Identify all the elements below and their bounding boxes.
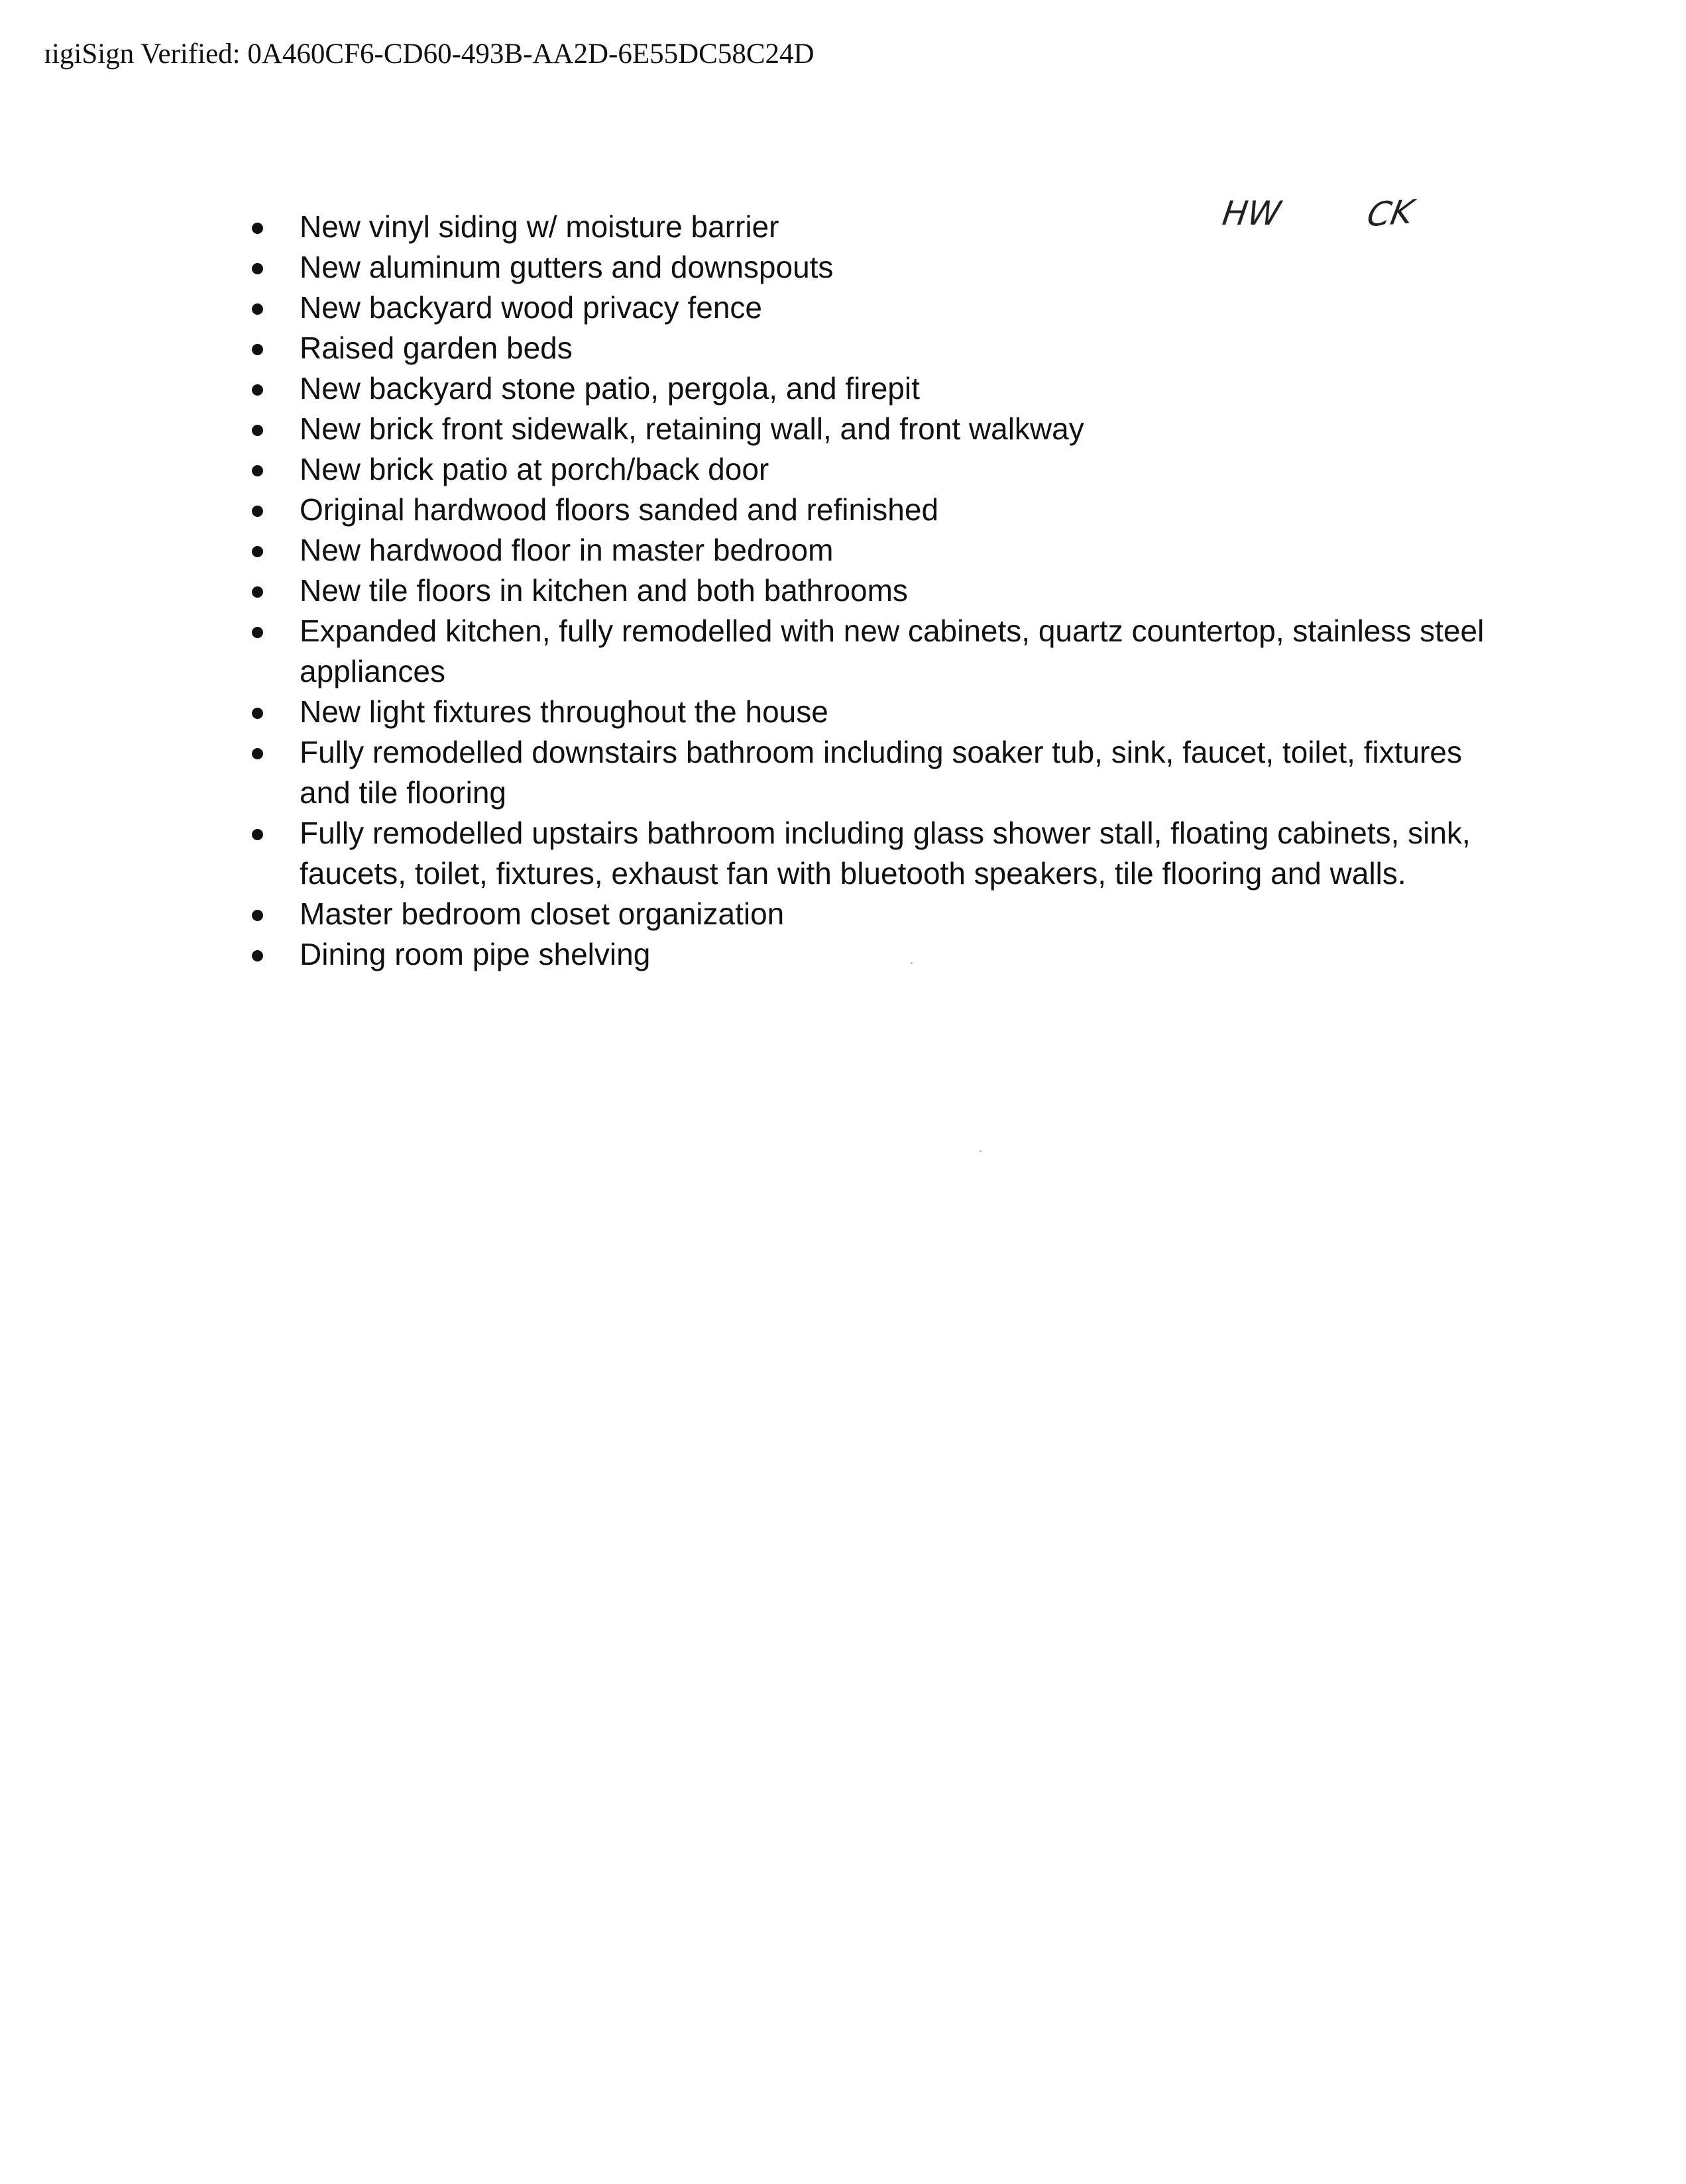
list-item	[252, 611, 1511, 692]
list-item-text: Fully remodelled upstairs bathroom including glass shower stall, floating cabinets, sink, faucets, toilet, fixtures, exhaust fan with bluetooth speakers, tile flooring and walls.	[300, 816, 1471, 891]
handwritten-initials-ck: CK	[1364, 192, 1417, 235]
list-item	[252, 571, 1511, 611]
bullet-icon	[252, 263, 263, 274]
bullet-icon	[252, 465, 263, 476]
list-item-text: Fully remodelled downstairs bathroom including soaker tub, sink, faucet, toilet, fixtures and tile flooring	[300, 735, 1462, 810]
list-item	[252, 894, 1511, 934]
list-item	[252, 530, 1511, 571]
bullet-icon	[252, 748, 263, 759]
bullet-icon	[252, 384, 263, 396]
list-item-text: New brick front sidewalk, retaining wall, and front walkway	[300, 411, 1084, 446]
bullet-icon	[252, 223, 263, 234]
bullet-icon	[252, 627, 263, 638]
bullet-icon	[252, 303, 263, 315]
list-item-text: Master bedroom closet organization	[300, 897, 785, 931]
list-item	[252, 368, 1511, 409]
list-item-text: Dining room pipe shelving	[300, 937, 651, 971]
list-item	[252, 490, 1511, 530]
list-item-text: New backyard wood privacy fence	[300, 290, 762, 325]
list-item	[252, 409, 1511, 449]
list-item-text: New light fixtures throughout the house	[300, 694, 828, 729]
list-item-text: Original hardwood floors sanded and refinished	[300, 492, 939, 527]
list-item	[252, 328, 1511, 368]
handwritten-initials-hw: HW	[1219, 194, 1284, 233]
list-item-text: New hardwood floor in master bedroom	[300, 533, 834, 567]
bullet-icon	[252, 829, 263, 840]
bullet-icon	[252, 950, 263, 961]
bullet-icon	[252, 708, 263, 719]
list-item-text: Raised garden beds	[300, 331, 573, 365]
list-item-text: New tile floors in kitchen and both bathrooms	[300, 573, 908, 608]
list-item	[252, 692, 1511, 732]
list-item-text: New brick patio at porch/back door	[300, 452, 769, 486]
list-item	[252, 732, 1511, 813]
bullet-icon	[252, 586, 263, 598]
scan-speck	[980, 1150, 982, 1152]
list-item-text: New backyard stone patio, pergola, and firepit	[300, 371, 920, 406]
list-item	[252, 813, 1511, 894]
list-item	[252, 934, 1511, 975]
list-item-text: New aluminum gutters and downspouts	[300, 250, 834, 284]
digisign-verification-header: ɪigiSign Verified: 0A460CF6-CD60-493B-AA2D-6E55DC58C24D	[44, 38, 815, 70]
improvements-list	[252, 207, 1511, 975]
list-item-text: New vinyl siding w/ moisture barrier	[300, 209, 779, 244]
list-item-text: Expanded kitchen, fully remodelled with new cabinets, quartz countertop, stainless steel appliances	[300, 614, 1485, 688]
list-item	[252, 207, 1511, 247]
bullet-icon	[252, 910, 263, 921]
bullet-icon	[252, 546, 263, 557]
bullet-icon	[252, 344, 263, 355]
bullet-icon	[252, 506, 263, 517]
scan-speck	[911, 962, 913, 964]
list-item	[252, 288, 1511, 328]
list-item	[252, 449, 1511, 490]
bullet-icon	[252, 425, 263, 436]
list-item	[252, 247, 1511, 288]
